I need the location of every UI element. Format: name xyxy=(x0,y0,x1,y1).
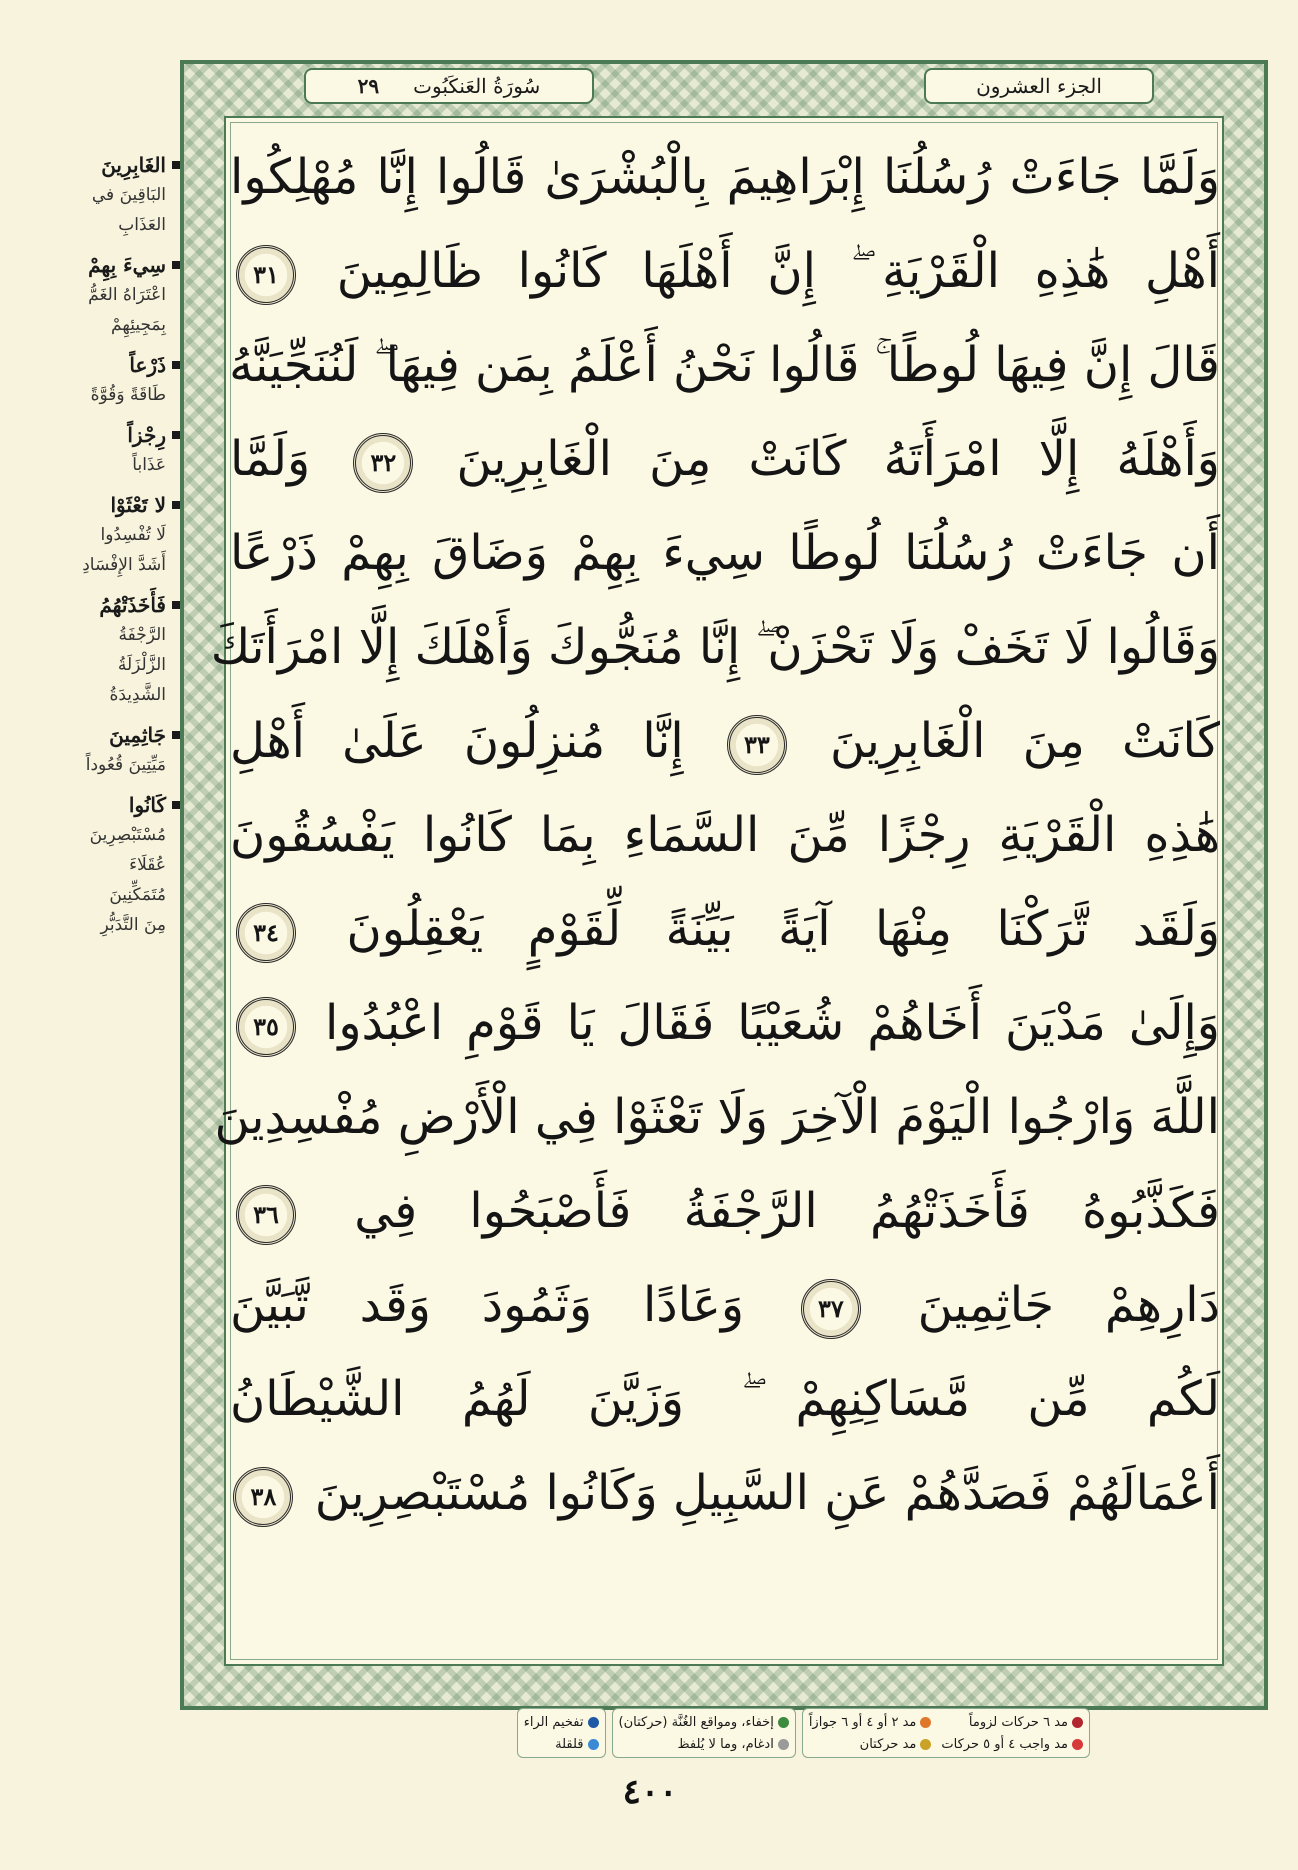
ayah-number-marker: ٣٣ xyxy=(727,715,787,775)
verse-line xyxy=(230,1164,1220,1258)
ayah-number-marker: ٣٧ xyxy=(801,1279,861,1339)
legend-label: ادغام، وما لا يُلفظ xyxy=(677,1736,774,1752)
glossary-meaning: الشَّدِيدَةُ xyxy=(109,685,166,705)
verse-line xyxy=(230,1352,1220,1446)
legend-item xyxy=(941,1734,1083,1754)
glossary-meaning: مُسْتَبْصِرِينَ xyxy=(89,825,166,845)
quran-text xyxy=(210,130,1220,1540)
legend-madd xyxy=(802,1708,1090,1758)
glossary-word-text: ذَرْعاً xyxy=(129,353,166,377)
ayah-number-marker: ٣٤ xyxy=(236,903,296,963)
legend-label: مد واجب ٤ أو ٥ حركات xyxy=(941,1736,1068,1752)
glossary-word xyxy=(10,420,180,450)
legend-item xyxy=(619,1734,789,1754)
glossary-word-text: جَاثِمِينَ xyxy=(109,723,166,747)
legend-label: إخفاء، ومواقع الغُنَّة (حركتان) xyxy=(618,1714,774,1730)
word-glossary xyxy=(10,150,180,950)
verse-line xyxy=(230,788,1220,882)
glossary-word-text: رِجْزاً xyxy=(127,423,166,447)
glossary-entry xyxy=(10,790,180,940)
verse-text: وَأَهْلَهُ إِلَّا امْرَأَتَهُ كَانَتْ مِنَ الْغَابِرِينَ xyxy=(456,431,1220,487)
color-dot-icon xyxy=(1072,1739,1083,1750)
surah-header xyxy=(304,68,594,104)
verse-text: وَلَمَّا جَاءَتْ رُسُلُنَا إِبْرَاهِيمَ بِالْبُشْرَىٰ قَالُوا إِنَّا مُهْلِكُوا xyxy=(230,149,1220,205)
color-dot-icon xyxy=(920,1739,931,1750)
bullet-square-icon xyxy=(172,731,180,739)
surah-name: سُورَةُ العَنكَبُوت xyxy=(413,74,541,98)
glossary-word xyxy=(10,790,180,820)
verse-text: أَهْلِ هَٰذِهِ الْقَرْيَةِ ۖ إِنَّ أَهْلَهَا كَانُوا ظَالِمِينَ xyxy=(336,243,1220,299)
verse-text: كَانَتْ مِنَ الْغَابِرِينَ xyxy=(829,713,1220,769)
glossary-word xyxy=(10,250,180,280)
glossary-word-text: كَانُوا xyxy=(128,793,166,817)
bullet-square-icon xyxy=(172,261,180,269)
bullet-square-icon xyxy=(172,161,180,169)
legend-item xyxy=(524,1712,599,1732)
legend-item xyxy=(809,1712,932,1732)
legend-item xyxy=(809,1734,932,1754)
color-dot-icon xyxy=(1072,1717,1083,1728)
glossary-entry xyxy=(10,420,180,480)
verse-line xyxy=(214,1070,1220,1164)
legend-label: مد ٢ أو ٤ أو ٦ جوازاً xyxy=(808,1714,917,1730)
verse-line xyxy=(230,506,1220,600)
ayah-number-marker: ٣٢ xyxy=(353,433,413,493)
verse-text: وَإِلَىٰ مَدْيَنَ أَخَاهُمْ شُعَيْبًا فَقَالَ يَا قَوْمِ اعْبُدُوا xyxy=(324,995,1220,1051)
legend-label: تفخيم الراء xyxy=(523,1714,584,1730)
verse-line xyxy=(210,600,1220,694)
glossary-entry xyxy=(10,250,180,340)
verse-line xyxy=(230,1258,1220,1352)
bullet-square-icon xyxy=(172,601,180,609)
verse-text: وَلَقَد تَّرَكْنَا مِنْهَا آيَةً بَيِّنَةً لِّقَوْمٍ يَعْقِلُونَ xyxy=(346,901,1220,957)
verse-line xyxy=(230,976,1220,1070)
glossary-meaning: مُتَمَكِّنِينَ xyxy=(109,885,166,905)
verse-line xyxy=(230,224,1220,318)
glossary-word xyxy=(10,350,180,380)
verse-text: إِنَّا مُنزِلُونَ عَلَىٰ أَهْلِ xyxy=(230,713,684,769)
verse-text: أَن جَاءَتْ رُسُلُنَا لُوطًا سِيءَ بِهِمْ وَضَاقَ بِهِمْ ذَرْعًا xyxy=(230,525,1220,581)
tajweed-legend xyxy=(400,1708,1090,1758)
glossary-entry xyxy=(10,350,180,410)
verse-text: وَعَادًا وَثَمُودَ وَقَد تَّبَيَّنَ xyxy=(230,1277,745,1333)
page-number: ٤٠٠ xyxy=(622,1772,678,1812)
verse-text: اللَّهَ وَارْجُوا الْيَوْمَ الْآخِرَ وَلَا تَعْثَوْا فِي الْأَرْضِ مُفْسِدِينَ xyxy=(214,1089,1220,1145)
glossary-meaning: البَاقِينَ في xyxy=(91,185,166,205)
ayah-number-marker: ٣٨ xyxy=(233,1467,293,1527)
bullet-square-icon xyxy=(172,431,180,439)
glossary-meaning: اعْتَرَاهُ الغَمُّ xyxy=(88,285,166,305)
legend-ghunna xyxy=(612,1708,796,1758)
verse-text: هَٰذِهِ الْقَرْيَةِ رِجْزًا مِّنَ السَّمَاءِ بِمَا كَانُوا يَفْسُقُونَ xyxy=(230,807,1220,863)
bullet-square-icon xyxy=(172,801,180,809)
legend-tafkhim xyxy=(517,1708,606,1758)
legend-item xyxy=(941,1712,1083,1732)
verse-text: لَكُم مِّن مَّسَاكِنِهِمْ ۖ وَزَيَّنَ لَهُمُ الشَّيْطَانُ xyxy=(230,1371,1220,1427)
glossary-entry xyxy=(10,150,180,240)
color-dot-icon xyxy=(588,1717,599,1728)
verse-text: وَقَالُوا لَا تَخَفْ وَلَا تَحْزَنْ ۖ إِنَّا مُنَجُّوكَ وَأَهْلَكَ إِلَّا امْرَأَتَكَ xyxy=(210,619,1220,675)
juz-name: الجزء العشرون xyxy=(976,74,1102,98)
glossary-meaning: عُقَلَاءَ xyxy=(129,855,166,875)
glossary-entry xyxy=(10,490,180,580)
color-dot-icon xyxy=(588,1739,599,1750)
glossary-entry xyxy=(10,590,180,710)
ayah-number-marker: ٣٦ xyxy=(236,1185,296,1245)
bullet-square-icon xyxy=(172,361,180,369)
glossary-meaning: عَذَاباً xyxy=(132,455,166,475)
glossary-meaning: الرَّجْفَةُ xyxy=(118,625,166,645)
verse-text: وَلَمَّا xyxy=(230,431,311,487)
verse-text: أَعْمَالَهُمْ فَصَدَّهُمْ عَنِ السَّبِيلِ وَكَانُوا مُسْتَبْصِرِينَ xyxy=(314,1465,1220,1521)
glossary-meaning: أَشَدَّ الإِفْسَادِ xyxy=(82,555,166,575)
glossary-entry xyxy=(10,720,180,780)
glossary-meaning: مَيِّتِينَ قُعُوداً xyxy=(85,755,166,775)
verse-text: قَالَ إِنَّ فِيهَا لُوطًا ۚ قَالُوا نَحْنُ أَعْلَمُ بِمَن فِيهَا ۖ لَنُنَجِّيَنَّهُ xyxy=(229,337,1220,393)
glossary-word xyxy=(10,490,180,520)
legend-item xyxy=(524,1734,599,1754)
surah-number: ٢٩ xyxy=(357,74,380,98)
glossary-meaning: لَا تُفْسِدُوا xyxy=(100,525,166,545)
verse-line xyxy=(230,694,1220,788)
verse-text: فَكَذَّبُوهُ فَأَخَذَتْهُمُ الرَّجْفَةُ فَأَصْبَحُوا فِي xyxy=(354,1183,1220,1239)
glossary-word-text: لا تَعْثَوْا xyxy=(110,493,166,517)
glossary-word xyxy=(10,720,180,750)
verse-line xyxy=(230,318,1220,412)
legend-label: قلقلة xyxy=(555,1736,584,1752)
ayah-number-marker: ٣٥ xyxy=(236,997,296,1057)
color-dot-icon xyxy=(778,1739,789,1750)
color-dot-icon xyxy=(920,1717,931,1728)
glossary-meaning: بِمَجِيئِهِمْ xyxy=(111,315,166,335)
color-dot-icon xyxy=(778,1717,789,1728)
glossary-meaning: مِنَ التَّدَبُّرِ xyxy=(100,915,166,935)
glossary-word xyxy=(10,590,180,620)
verse-line xyxy=(230,412,1220,506)
verse-line xyxy=(230,1446,1220,1540)
glossary-word-text: فَأَخَذَتْهُمُ xyxy=(99,593,166,617)
glossary-word xyxy=(10,150,180,180)
legend-item xyxy=(619,1712,789,1732)
glossary-meaning: العَذَابِ xyxy=(118,215,166,235)
bullet-square-icon xyxy=(172,501,180,509)
ayah-number-marker: ٣١ xyxy=(236,245,296,305)
juz-header xyxy=(924,68,1154,104)
glossary-word-text: سِيءَ بِهِمْ xyxy=(88,253,166,277)
verse-line xyxy=(230,882,1220,976)
verse-text: دَارِهِمْ جَاثِمِينَ xyxy=(917,1277,1220,1333)
legend-label: مد حركتان xyxy=(859,1736,917,1752)
glossary-meaning: طَاقَةً وَقُوَّةً xyxy=(90,385,166,405)
glossary-word-text: الغَابِرِينَ xyxy=(101,153,166,177)
glossary-meaning: الزَّلْزَلَةُ xyxy=(117,655,166,675)
legend-label: مد ٦ حركات لزوماً xyxy=(968,1714,1068,1730)
verse-line xyxy=(230,130,1220,224)
